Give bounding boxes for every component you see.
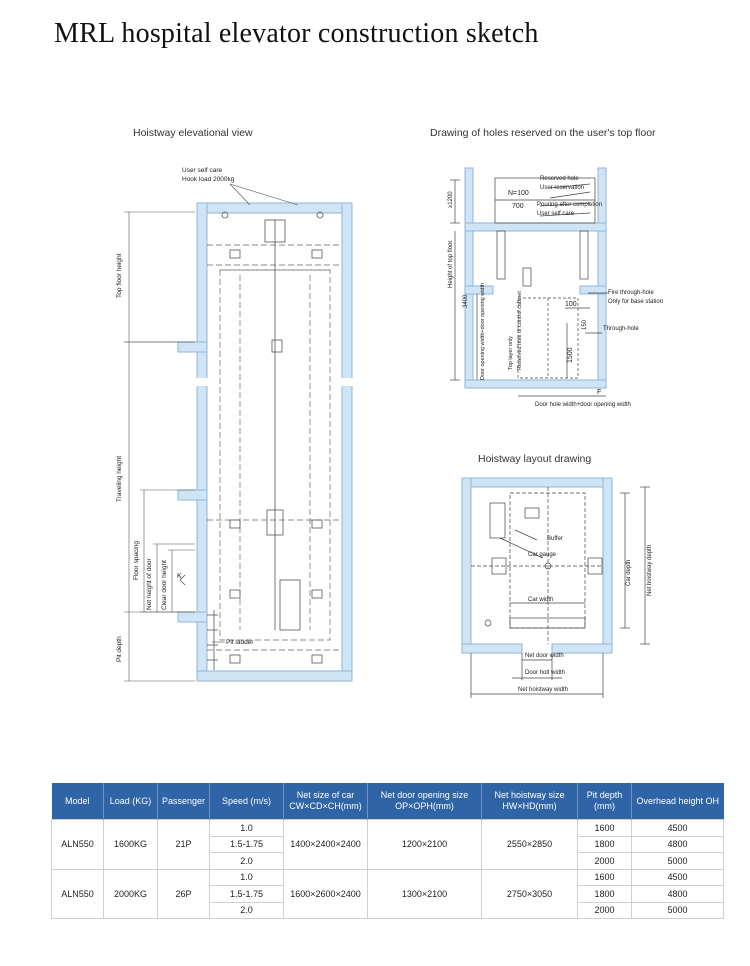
hoistway-layout-drawing: [440, 468, 670, 703]
label-pit-ladder: Pit ladder: [226, 639, 254, 646]
table-row: [52, 869, 724, 886]
label-pit-depth: Pit depth: [116, 636, 123, 662]
label-fire-hole: Fire through-hole: [608, 290, 654, 296]
label-through-hole: Through-hole: [603, 326, 639, 332]
cell-passenger: 26P: [158, 869, 210, 919]
label-1200: ≥1200: [448, 191, 454, 208]
label-top-layer-only: Top layer only: [508, 336, 514, 370]
cell-oh: 4500: [632, 820, 724, 837]
caption-hoistway-layout: Hoistway layout drawing: [478, 453, 592, 465]
cell-car-size: 1400×2400×2400: [284, 820, 368, 870]
label-user-reservation: User reservation: [540, 185, 585, 191]
holes-walls: [465, 168, 606, 388]
cell-speed: 2.0: [210, 902, 284, 919]
label-door-opening-width: Door opening width+door opening width: [480, 282, 486, 380]
label-net-hoistway-width: Net hoistway width: [518, 687, 569, 693]
cell-hoistway-size: 2550×2850: [482, 820, 578, 870]
label-car-gauge: Car gauge: [528, 552, 557, 558]
col-header: Speed (m/s): [210, 783, 284, 820]
cell-oh: 5000: [632, 902, 724, 919]
hoistway-elevational-drawing: [100, 150, 380, 690]
cell-load: 2000KG: [104, 869, 158, 919]
label-700: 700: [512, 203, 524, 210]
col-header: Pit depth (mm): [578, 783, 632, 820]
col-header: Net hoistway size HW×HD(mm): [482, 783, 578, 820]
cell-pit: 1600: [578, 869, 632, 886]
cell-speed: 1.5-1.75: [210, 836, 284, 853]
cell-model: ALN550: [52, 820, 104, 870]
label-pouring: Pouring after completion: [537, 202, 603, 208]
label-net-height-door: Net height of door: [146, 558, 153, 610]
label-clear-door-height: Clear door height: [161, 560, 168, 610]
cell-oh: 4800: [632, 836, 724, 853]
cell-hoistway-size: 2750×3050: [482, 869, 578, 919]
col-header: Load (KG): [104, 783, 158, 820]
label-user-self-care-2: User self care: [537, 211, 575, 217]
label-n100: N=100: [508, 190, 529, 197]
label-reserved-hole: Reserved hole: [540, 176, 579, 182]
label-net-door-width: Net door width: [525, 653, 564, 659]
col-header: Passenger: [158, 783, 210, 820]
label-150: 150: [582, 319, 588, 330]
label-user-self-care: User self care: [182, 167, 223, 174]
cell-pit: 1800: [578, 836, 632, 853]
cell-oh: 4500: [632, 869, 724, 886]
page-title: MRL hospital elevator construction sketch: [54, 18, 539, 49]
col-header: Net size of car CW×CD×CH(mm): [284, 783, 368, 820]
hoistway-walls: [178, 203, 352, 681]
label-reserved-control: Reserved hole of control cabinet: [517, 291, 523, 370]
label-1500: 1500: [567, 347, 574, 363]
label-car-width: Car width: [528, 597, 554, 603]
caption-holes-reserved: Drawing of holes reserved on the user's top floor: [430, 127, 656, 139]
label-k: K: [177, 573, 182, 580]
table-row: [52, 820, 724, 837]
cell-passenger: 21P: [158, 820, 210, 870]
label-height-top-floor: Height of top floor: [448, 240, 454, 288]
label-traveling-height: Traveling height: [116, 455, 123, 502]
cell-speed: 1.0: [210, 820, 284, 837]
col-header: Model: [52, 783, 104, 820]
label-net-hoistway-depth: Net hoistway depth: [647, 544, 653, 596]
label-100: 100: [565, 301, 577, 308]
cell-car-size: 1600×2600×2400: [284, 869, 368, 919]
label-f: F: [597, 389, 602, 396]
cell-load: 1600KG: [104, 820, 158, 870]
label-only-base: Only for base station: [608, 299, 664, 305]
label-3400: 3400: [463, 294, 469, 308]
label-car-depth: Car depth: [626, 559, 632, 586]
label-floor-spacing: Floor spacing: [133, 540, 140, 580]
col-header: Overhead height OH: [632, 783, 724, 820]
holes-reserved-drawing: [440, 158, 664, 418]
cell-door-size: 1300×2100: [368, 869, 482, 919]
cell-model: ALN550: [52, 869, 104, 919]
cell-pit: 1800: [578, 886, 632, 903]
label-hook-load: Hook load 2000kg: [182, 176, 235, 183]
cell-oh: 4800: [632, 886, 724, 903]
cell-speed: 1.5-1.75: [210, 886, 284, 903]
caption-hoistway-elevational: Hoistway elevational view: [133, 127, 253, 139]
label-door-hole-width: Door hole width+door opening width: [535, 402, 631, 408]
cell-pit: 1600: [578, 820, 632, 837]
col-header: Net door opening size OP×OPH(mm): [368, 783, 482, 820]
cell-door-size: 1200×2100: [368, 820, 482, 870]
label-top-floor-height: Top floor height: [116, 253, 123, 298]
label-buffer: Buffer: [547, 536, 563, 542]
cell-speed: 2.0: [210, 853, 284, 870]
cell-pit: 2000: [578, 853, 632, 870]
cell-speed: 1.0: [210, 869, 284, 886]
label-door-hole-width-2: Door holt width: [525, 670, 566, 676]
table-header-row: [52, 783, 724, 820]
cell-pit: 2000: [578, 902, 632, 919]
layout-walls: [462, 478, 612, 653]
spec-table: [51, 783, 724, 919]
cell-oh: 5000: [632, 853, 724, 870]
